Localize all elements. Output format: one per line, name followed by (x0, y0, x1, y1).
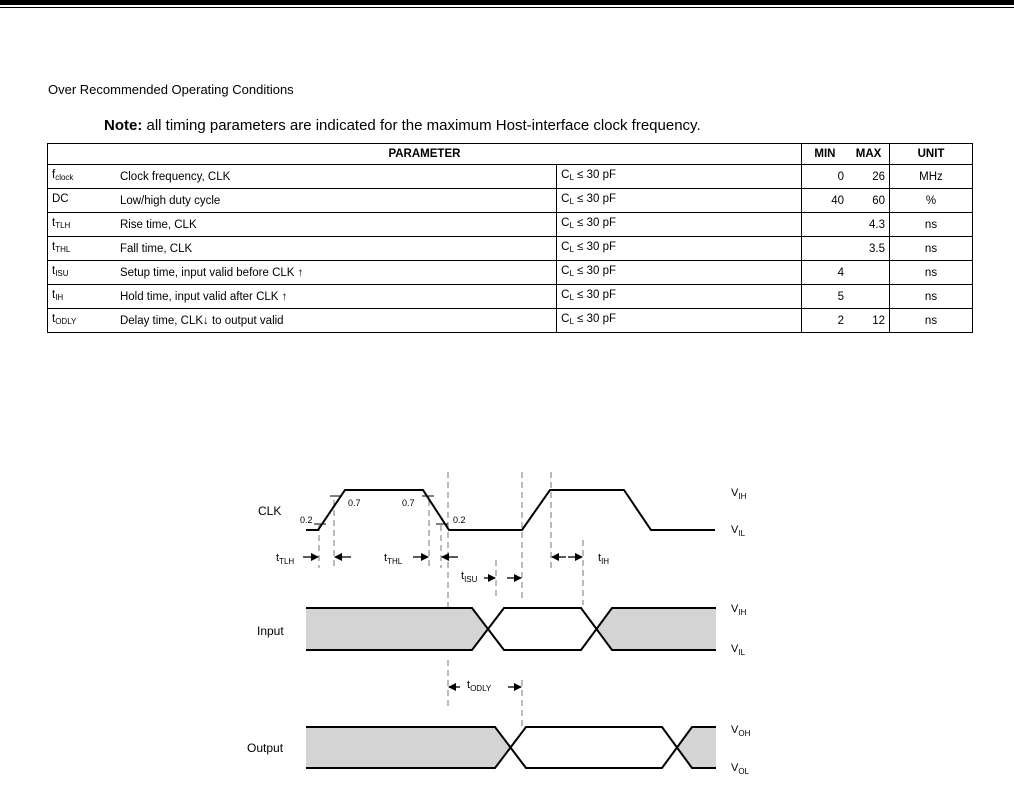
param-description: Low/high duty cycle (116, 189, 557, 213)
level-clk-low: $V_{IL}$ (731, 524, 746, 538)
param-min: 2 (801, 309, 848, 333)
threshold-fall-high: 0.7 (402, 498, 415, 508)
output-shaded-region-left (306, 727, 511, 768)
input-waveform (306, 608, 716, 650)
param-min: 0 (801, 165, 848, 189)
param-unit: ns (890, 237, 973, 261)
condition-subscript: L (569, 293, 574, 302)
param-unit: % (890, 189, 973, 213)
label-thl: $t_{THL}$ (384, 552, 403, 566)
param-description: Clock frequency, CLK (116, 165, 557, 189)
header-unit: UNIT (890, 144, 973, 165)
symbol-main: t (52, 241, 56, 253)
symbol-main: t (52, 217, 56, 229)
condition-rest: ≤ 30 pF (573, 265, 617, 277)
symbol-subscript: clock (55, 173, 74, 182)
param-unit: ns (890, 213, 973, 237)
param-description: Delay time, CLK↓ to output valid (116, 309, 557, 333)
param-min: 40 (801, 189, 848, 213)
condition-rest: ≤ 30 pF (573, 313, 617, 325)
input-signal-label: Input (257, 624, 284, 638)
header-min: MIN (801, 144, 848, 165)
param-unit: ns (890, 309, 973, 333)
param-unit: MHz (890, 165, 973, 189)
label-tih: $t_{IH}$ (598, 552, 610, 566)
condition-c: C (561, 313, 570, 325)
symbol-subscript: TLH (55, 221, 71, 230)
condition-rest: ≤ 30 pF (573, 193, 617, 205)
level-output-low: $V_{OL}$ (731, 762, 750, 776)
condition-c: C (561, 217, 570, 229)
param-unit: ns (890, 285, 973, 309)
level-input-low: $V_{IL}$ (731, 643, 746, 657)
level-input-high: $V_{IH}$ (731, 603, 747, 617)
clk-signal-label: CLK (258, 504, 282, 518)
condition-rest: ≤ 30 pF (573, 169, 617, 181)
condition-c: C (561, 169, 570, 181)
param-max: 12 (848, 309, 889, 333)
level-output-high: $V_{OH}$ (731, 724, 751, 738)
condition-subscript: L (569, 317, 574, 326)
symbol-main: t (52, 313, 56, 325)
condition-subscript: L (569, 221, 574, 230)
threshold-rise-high: 0.7 (348, 498, 361, 508)
note-text: all timing parameters are indicated for the maximum Host-interface clock frequency. (142, 117, 701, 134)
param-min: 4 (801, 261, 848, 285)
param-description: Setup time, input valid before CLK ↑ (116, 261, 557, 285)
condition-c: C (561, 265, 570, 277)
level-clk-high: $V_{IH}$ (731, 487, 747, 501)
condition-rest: ≤ 30 pF (573, 217, 617, 229)
clk-waveform (306, 490, 715, 530)
label-todly: $t_{ODLY}$ (467, 679, 492, 693)
symbol-subscript: ISU (55, 269, 69, 278)
reference-lines (319, 472, 583, 726)
symbol-main: DC (52, 193, 69, 205)
condition-c: C (561, 289, 570, 301)
param-max: 60 (848, 189, 889, 213)
input-shaded-region-left (306, 608, 488, 650)
condition-subscript: L (569, 173, 574, 182)
condition-c: C (561, 241, 570, 253)
param-description: Rise time, CLK (116, 213, 557, 237)
symbol-main: t (52, 289, 56, 301)
output-signal-label: Output (247, 741, 284, 755)
param-description: Hold time, input valid after CLK ↑ (116, 285, 557, 309)
condition-c: C (561, 193, 570, 205)
param-max: 4.3 (848, 213, 889, 237)
condition-subscript: L (569, 245, 574, 254)
symbol-main: t (52, 265, 56, 277)
note-label: Note: (104, 117, 143, 134)
condition-rest: ≤ 30 pF (573, 289, 617, 301)
condition-rest: ≤ 30 pF (573, 241, 617, 253)
condition-subscript: L (569, 269, 574, 278)
output-shaded-region-right (677, 727, 716, 768)
header-parameter: PARAMETER (48, 144, 802, 165)
label-tlh: $t_{TLH}$ (276, 552, 295, 566)
label-tisu: $t_{ISU}$ (461, 570, 478, 584)
operating-conditions-heading: Over Recommended Operating Conditions (48, 82, 294, 97)
threshold-rise-low: 0.2 (300, 515, 313, 525)
param-max: 26 (848, 165, 889, 189)
input-shaded-region-right (596, 608, 716, 650)
condition-subscript: L (569, 197, 574, 206)
param-description: Fall time, CLK (116, 237, 557, 261)
threshold-fall-low: 0.2 (453, 515, 466, 525)
symbol-subscript: ODLY (55, 317, 77, 326)
param-min: 5 (801, 285, 848, 309)
symbol-subscript: IH (55, 293, 64, 302)
symbol-main: f (52, 169, 56, 181)
param-unit: ns (890, 261, 973, 285)
output-waveform (306, 727, 716, 768)
param-max: 3.5 (848, 237, 889, 261)
symbol-subscript: THL (55, 245, 71, 254)
header-max: MAX (848, 144, 889, 165)
